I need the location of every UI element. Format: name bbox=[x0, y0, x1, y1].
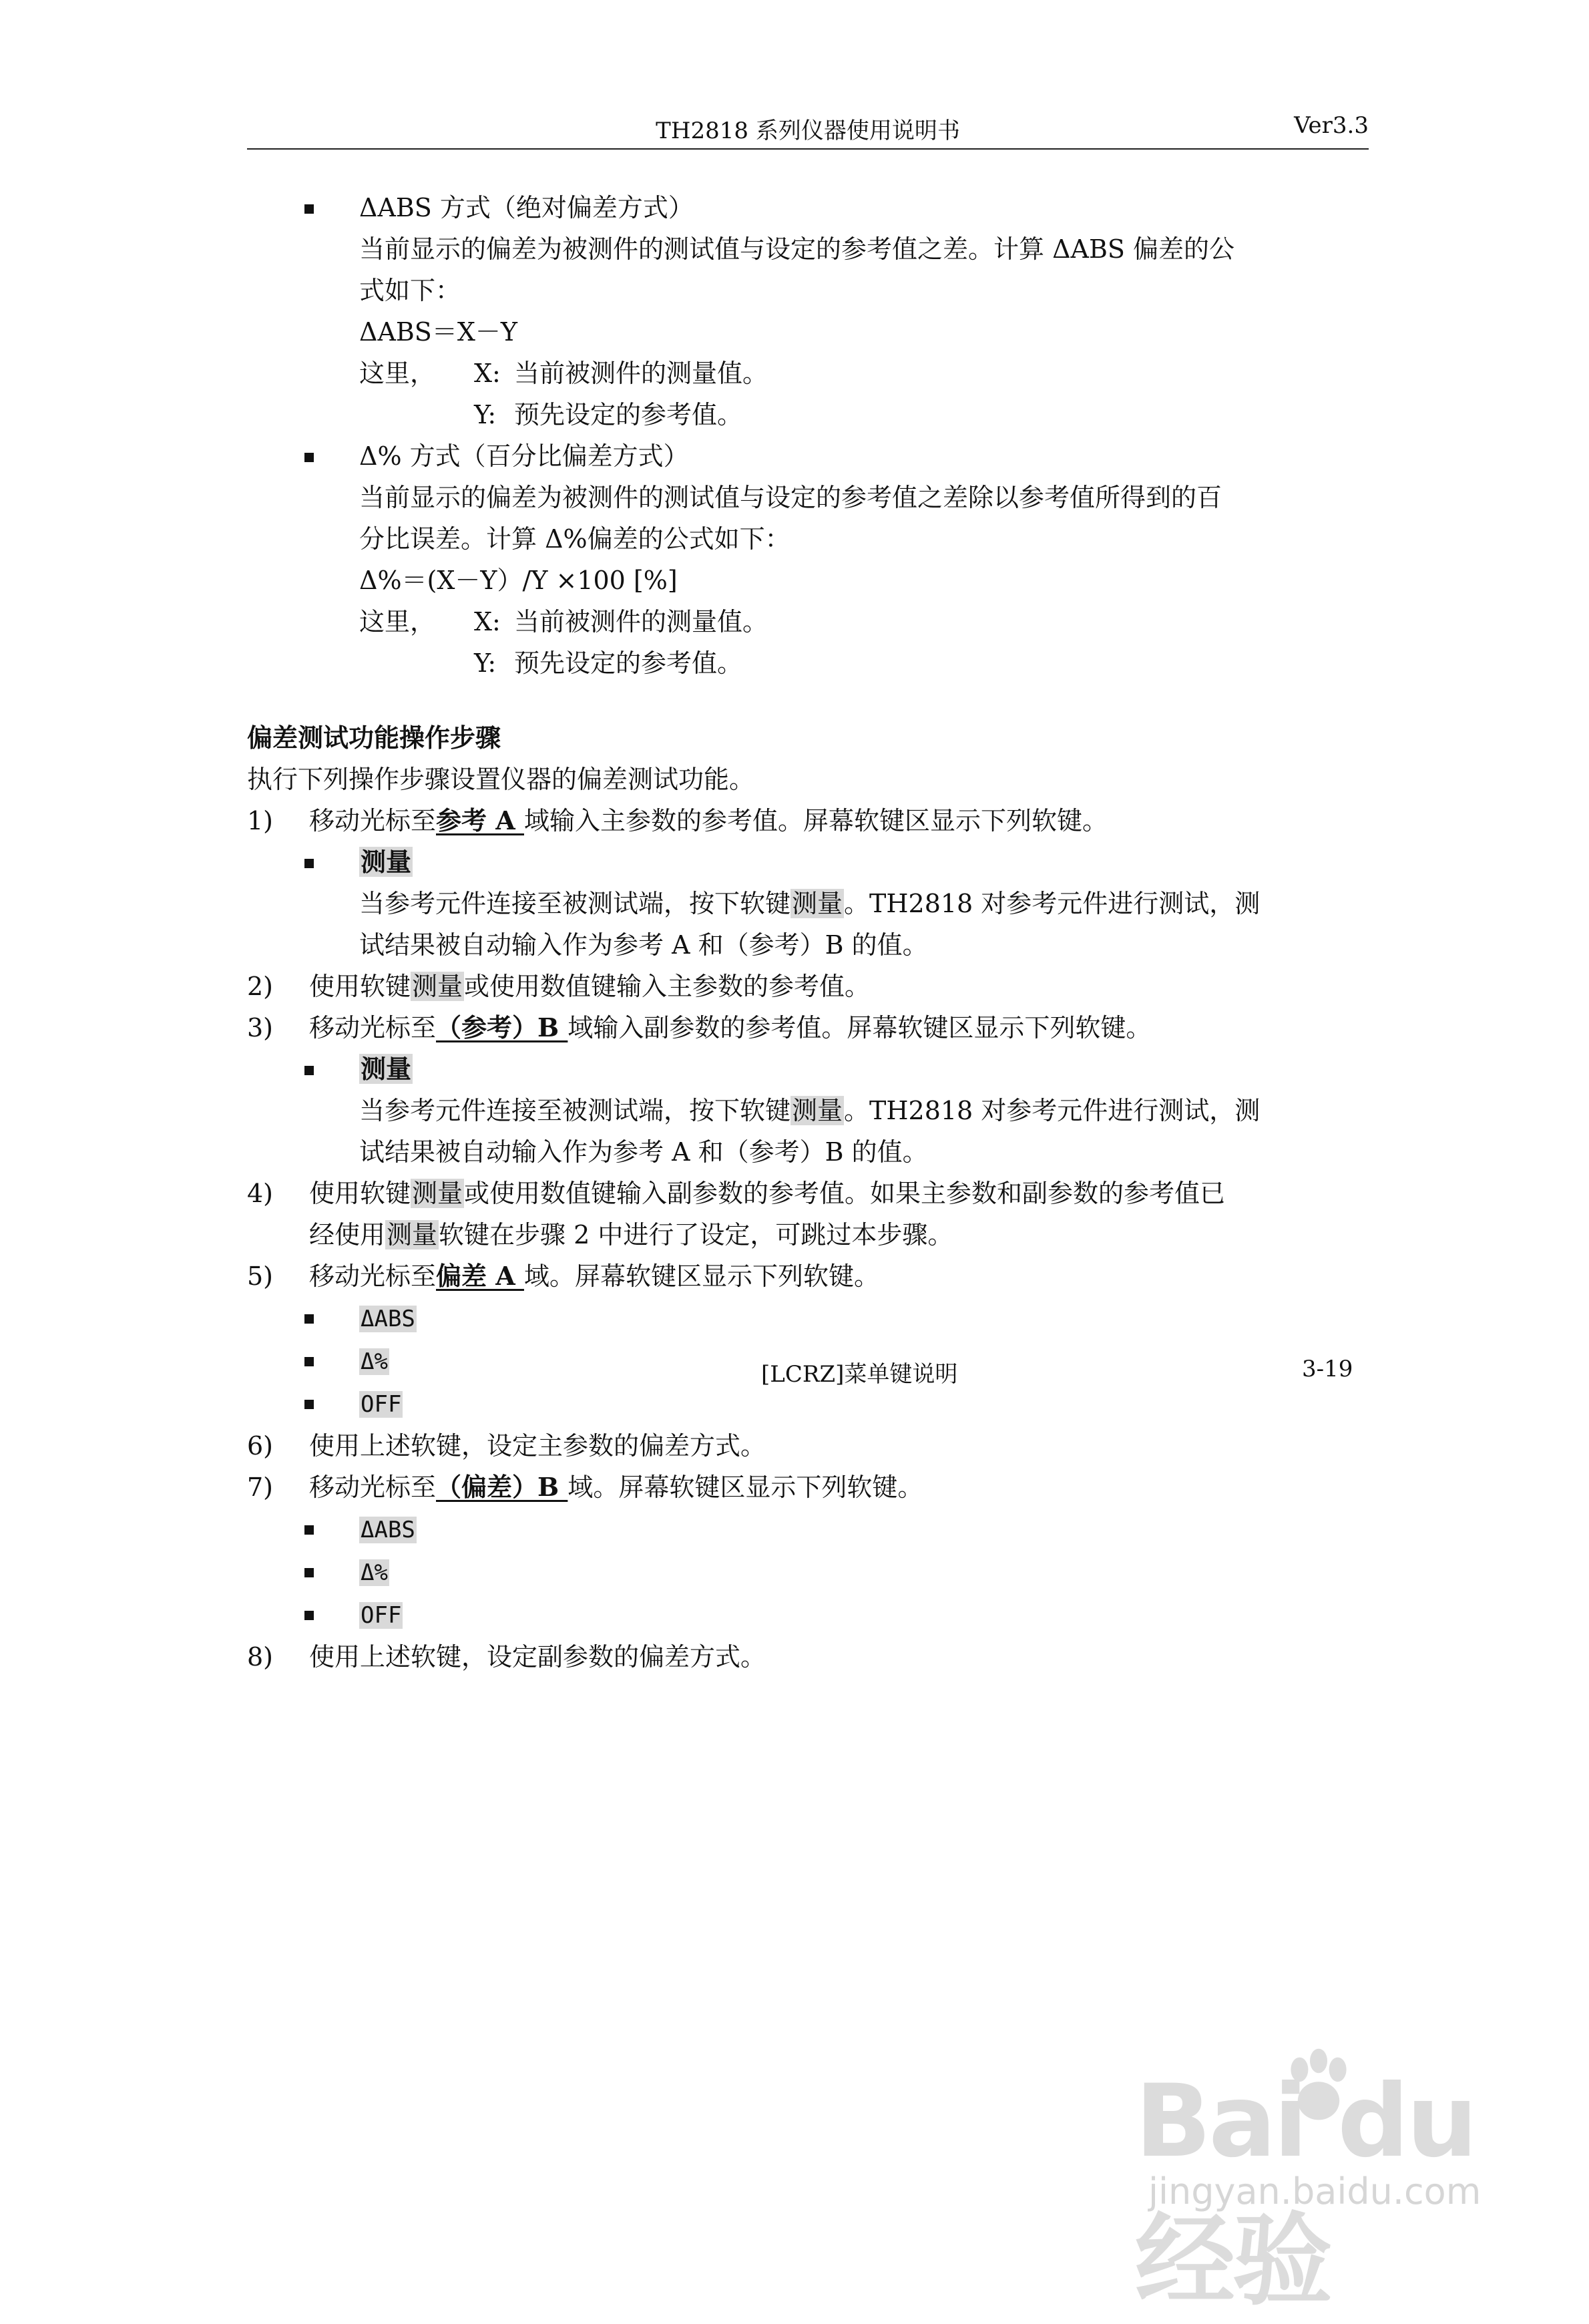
abs-desc-line-1: 当前显示的偏差为被测件的测试值与设定的参考值之差。计算 ΔABS 偏差的公 bbox=[359, 234, 1235, 264]
field-ref-b: （参考）B bbox=[436, 1012, 568, 1042]
step-1: 1) 移动光标至参考 A 域输入主参数的参考值。屏幕软键区显示下列软键。 bbox=[247, 805, 1108, 835]
step-5: 5) 移动光标至偏差 A 域。屏幕软键区显示下列软键。 bbox=[247, 1261, 879, 1291]
step-4: 4) 使用软键测量或使用数值键输入副参数的参考值。如果主参数和副参数的参考值已 bbox=[247, 1179, 1226, 1208]
bullet-square-icon bbox=[304, 453, 314, 462]
bullet-square-icon bbox=[304, 204, 314, 214]
footer-section-title: [LCRZ]菜单键说明 bbox=[761, 1361, 958, 1388]
page-footer bbox=[0, 1356, 1589, 1409]
softkey-measure: 测量 bbox=[361, 847, 412, 877]
pct-heading: Δ% 方式（百分比偏差方式） bbox=[247, 435, 1349, 477]
bullet-square-icon bbox=[304, 1611, 314, 1620]
field-dev-a: 偏差 A bbox=[436, 1261, 524, 1291]
softkey-delta-pct: Δ% bbox=[361, 1348, 388, 1375]
softkey-delta-abs: ΔABS bbox=[361, 1306, 415, 1332]
abs-where-y: Y: 预先设定的参考值。 bbox=[474, 400, 743, 429]
bullet-square-icon bbox=[304, 859, 314, 868]
step-8: 8) 使用上述软键，设定副参数的偏差方式。 bbox=[247, 1642, 766, 1672]
step-3-desc-2: 试结果被自动输入作为参考 A 和（参考）B 的值。 bbox=[359, 1137, 928, 1167]
step-5-softkey-abs bbox=[247, 1297, 1349, 1340]
header-version: Ver3.3 bbox=[1294, 112, 1369, 139]
procedure-intro: 执行下列操作步骤设置仪器的偏差测试功能。 bbox=[247, 765, 755, 794]
abs-where-x: 这里， X: 当前被测件的测量值。 bbox=[359, 359, 768, 388]
step-6: 6) 使用上述软键，设定主参数的偏差方式。 bbox=[247, 1431, 766, 1461]
step-3-desc-1: 当参考元件连接至被测试端，按下软键测量。TH2818 对参考元件进行测试，测 bbox=[359, 1096, 1261, 1125]
step-7-softkey-pct bbox=[247, 1551, 1349, 1593]
step-7: 7) 移动光标至（偏差）B 域。屏幕软键区显示下列软键。 bbox=[247, 1472, 923, 1502]
softkey-measure-ref: 测量 bbox=[792, 889, 843, 918]
step-3-softkey bbox=[247, 1048, 1349, 1090]
procedure-title: 偏差测试功能操作步骤 bbox=[247, 723, 501, 753]
footer-page-number: 3-19 bbox=[1302, 1356, 1353, 1382]
page-body bbox=[247, 187, 1349, 1678]
watermark-logo: Bai du 经验 bbox=[1135, 2064, 1476, 2319]
softkey-measure: 测量 bbox=[361, 1054, 412, 1084]
softkey-measure-ref: 测量 bbox=[387, 1220, 438, 1249]
field-ref-a: 参考 A bbox=[436, 805, 524, 835]
page-header bbox=[247, 112, 1369, 151]
bullet-square-icon bbox=[304, 1568, 314, 1577]
field-dev-b: （偏差）B bbox=[436, 1472, 568, 1502]
abs-desc-line-2: 式如下： bbox=[359, 276, 461, 305]
step-1-desc-1: 当参考元件连接至被测试端，按下软键测量。TH2818 对参考元件进行测试，测 bbox=[359, 889, 1261, 918]
watermark-url: jingyan.baidu.com bbox=[1148, 2170, 1482, 2212]
softkey-measure-ref: 测量 bbox=[412, 972, 463, 1001]
softkey-measure-ref: 测量 bbox=[412, 1179, 463, 1208]
bullet-square-icon bbox=[304, 1066, 314, 1075]
bullet-square-icon bbox=[304, 1314, 314, 1324]
pct-desc-line-1: 当前显示的偏差为被测件的测试值与设定的参考值之差除以参考值所得到的百 bbox=[359, 483, 1222, 512]
pct-formula: Δ%＝(X－Y）/Y ×100 [%] bbox=[359, 566, 678, 595]
softkey-measure-ref: 测量 bbox=[792, 1096, 843, 1125]
header-divider bbox=[247, 148, 1369, 150]
step-2: 2) 使用软键测量或使用数值键输入主参数的参考值。 bbox=[247, 972, 871, 1001]
step-4-line-2: 经使用测量软键在步骤 2 中进行了设定，可跳过本步骤。 bbox=[309, 1220, 953, 1249]
baidu-jingyan-watermark bbox=[1122, 2044, 1549, 2319]
header-title: TH2818 系列仪器使用说明书 bbox=[656, 118, 960, 144]
bullet-square-icon bbox=[304, 1525, 314, 1535]
pct-where-y: Y: 预先设定的参考值。 bbox=[474, 648, 743, 678]
step-7-softkey-abs bbox=[247, 1508, 1349, 1551]
softkey-delta-pct: Δ% bbox=[361, 1559, 388, 1586]
step-1-softkey bbox=[247, 841, 1349, 883]
softkey-delta-abs: ΔABS bbox=[361, 1517, 415, 1543]
step-7-softkey-off bbox=[247, 1593, 1349, 1636]
pct-where-x: 这里， X: 当前被测件的测量值。 bbox=[359, 607, 768, 636]
step-1-desc-2: 试结果被自动输入作为参考 A 和（参考）B 的值。 bbox=[359, 930, 928, 960]
abs-heading: ΔABS 方式（绝对偏差方式） bbox=[247, 187, 1349, 228]
pct-desc-line-2: 分比误差。计算 Δ%偏差的公式如下： bbox=[359, 524, 790, 554]
step-3: 3) 移动光标至（参考）B 域输入副参数的参考值。屏幕软键区显示下列软键。 bbox=[247, 1012, 1152, 1042]
abs-formula: ΔABS＝X－Y bbox=[359, 317, 517, 347]
softkey-off: OFF bbox=[361, 1391, 402, 1418]
softkey-off: OFF bbox=[361, 1602, 402, 1629]
